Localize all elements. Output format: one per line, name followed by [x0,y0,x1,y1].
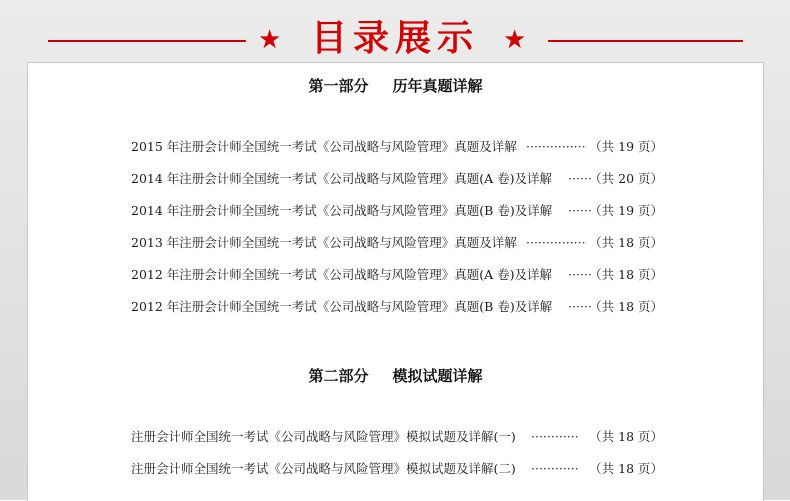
toc-entry[interactable] [131,137,663,157]
toc-entry-pages: （共 18 页） [589,461,663,476]
toc-entry-title: 注册会计师全国统一考试《公司战略与风险管理》模拟试题及详解(一) [131,429,516,444]
toc-entry-title: 2013 年注册会计师全国统一考试《公司战略与风险管理》真题及详解 [131,235,517,250]
toc-entry-title: 注册会计师全国统一考试《公司战略与风险管理》模拟试题及详解(二) [131,461,516,476]
toc-entry-pages: （共 18 页） [589,429,663,444]
toc-entry-leader: ··············· [526,139,586,154]
toc-entry-leader: ··············· [526,235,586,250]
toc-entry-leader: ······ [568,203,592,218]
banner-header [0,0,790,62]
toc-content [27,62,764,501]
toc-entry[interactable] [131,169,663,189]
toc-entry[interactable] [131,427,663,447]
right-red-rule [548,40,743,42]
section-part-label: 第一部分 [308,77,369,95]
toc-entry-pages: （共 18 页） [589,299,663,314]
toc-entry-pages: （共 18 页） [589,267,663,282]
toc-entry-title: 2014 年注册会计师全国统一考试《公司战略与风险管理》真题(A 卷)及详解 [131,171,553,186]
toc-entry[interactable] [131,233,663,253]
section-name: 历年真题详解 [392,77,483,95]
toc-entry-pages: （共 18 页） [589,235,663,250]
toc-entry-title: 2015 年注册会计师全国统一考试《公司战略与风险管理》真题及详解 [131,139,517,154]
toc-entry[interactable] [131,265,663,285]
left-star-icon: ★ [258,25,282,55]
toc-entry-leader: ······ [568,267,592,282]
toc-entry-leader: ······ [568,299,592,314]
toc-entry-leader: ············ [531,429,579,444]
toc-entry-pages: （共 20 页） [589,171,663,186]
toc-entry-leader: ············ [531,461,579,476]
toc-entry-title: 2012 年注册会计师全国统一考试《公司战略与风险管理》真题(A 卷)及详解 [131,267,553,282]
toc-entry[interactable] [131,201,663,221]
toc-entry-title: 2014 年注册会计师全国统一考试《公司战略与风险管理》真题(B 卷)及详解 [131,203,553,218]
right-star-icon: ★ [503,25,527,55]
section-heading-2 [28,365,763,386]
section-name: 模拟试题详解 [392,367,483,385]
toc-entry[interactable] [131,297,663,317]
section-heading-1 [28,75,763,96]
toc-entry-leader: ······ [568,171,592,186]
left-red-rule [48,40,246,42]
banner-title: 目录展示 [310,18,479,59]
section-part-label: 第二部分 [308,367,369,385]
toc-entry[interactable] [131,459,663,479]
toc-entry-title: 2012 年注册会计师全国统一考试《公司战略与风险管理》真题(B 卷)及详解 [131,299,553,314]
toc-entry-pages: （共 19 页） [589,203,663,218]
toc-entry-pages: （共 19 页） [589,139,663,154]
